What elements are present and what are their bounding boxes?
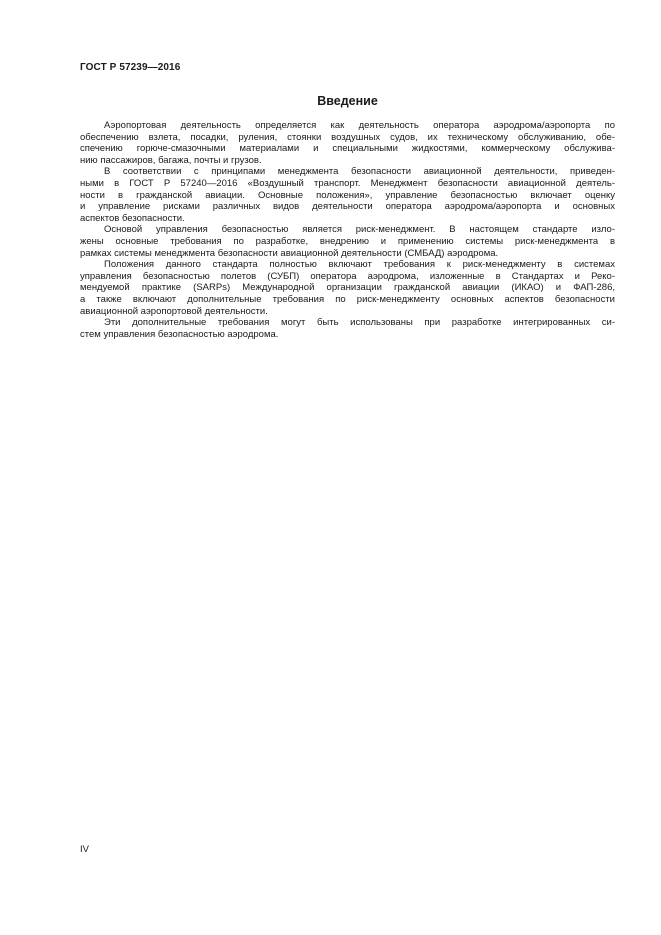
- text-line: В соответствии с принципами менеджмента безопасности авиационной деятельности, приведен-: [104, 166, 615, 178]
- body-text: [80, 120, 615, 340]
- text-line: Эти дополнительные требования могут быть использованы при разработке интегрированных си-: [104, 317, 615, 329]
- text-line: авиационной аэропортовой деятельности.: [80, 305, 268, 317]
- paragraph: [80, 259, 615, 317]
- text-line: нию пассажиров, багажа, почты и грузов.: [80, 154, 262, 166]
- text-line: Аэропортовая деятельность определяется как деятельность оператора аэродрома/аэропорта по: [104, 120, 615, 131]
- text-line: стем управления безопасностью аэродрома.: [80, 328, 279, 340]
- page-number: IV: [80, 844, 89, 855]
- text-line: мендуемой практике (SARPs) Международной организации гражданской авиации (ИКАО) и ФАП-286,: [80, 282, 615, 294]
- text-line: управления безопасностью полетов (СУБП) оператора аэродрома, изложенные в Стандартах и Реко-: [80, 270, 615, 282]
- text-line: рамках системы менеджмента безопасности авиационной деятельности (СМБАД) аэродрома.: [80, 247, 499, 259]
- text-line: аспектов безопасности.: [80, 212, 185, 224]
- text-line: жены основные требования по разработке, внедрению и применению системы риск-менеджмента в: [80, 235, 615, 247]
- text-line: обеспечению взлета, посадки, руления, стоянки воздушных судов, их техническому обслуживанию, обе-: [80, 131, 615, 143]
- section-title: Введение: [317, 94, 378, 108]
- standard-id-header: ГОСТ Р 57239—2016: [80, 62, 181, 73]
- text-line: ными в ГОСТ Р 57240—2016 «Воздушный транспорт. Менеджмент безопасности авиационной деятель-: [80, 177, 615, 189]
- paragraph: [80, 120, 615, 166]
- paragraph: [80, 317, 615, 340]
- text-line: Положения данного стандарта полностью включают требования к риск-менеджменту в системах: [104, 259, 615, 271]
- paragraph: [80, 166, 615, 224]
- paragraph: [80, 224, 615, 259]
- text-line: ности в гражданской авиации. Основные положения», управление безопасностью включает оценку: [80, 189, 615, 201]
- text-line: Основой управления безопасностью является риск-менеджмент. В настоящем стандарте изло-: [104, 224, 615, 236]
- text-line: спечению горюче-смазочными материалами и специальными жидкостями, коммерческому обслужива-: [80, 143, 615, 155]
- text-line: и управление рисками различных видов деятельности оператора аэродрома/аэропорта и основных: [80, 201, 615, 213]
- text-line: а также включают дополнительные требования по риск-менеджменту основных аспектов безопасности: [80, 293, 615, 305]
